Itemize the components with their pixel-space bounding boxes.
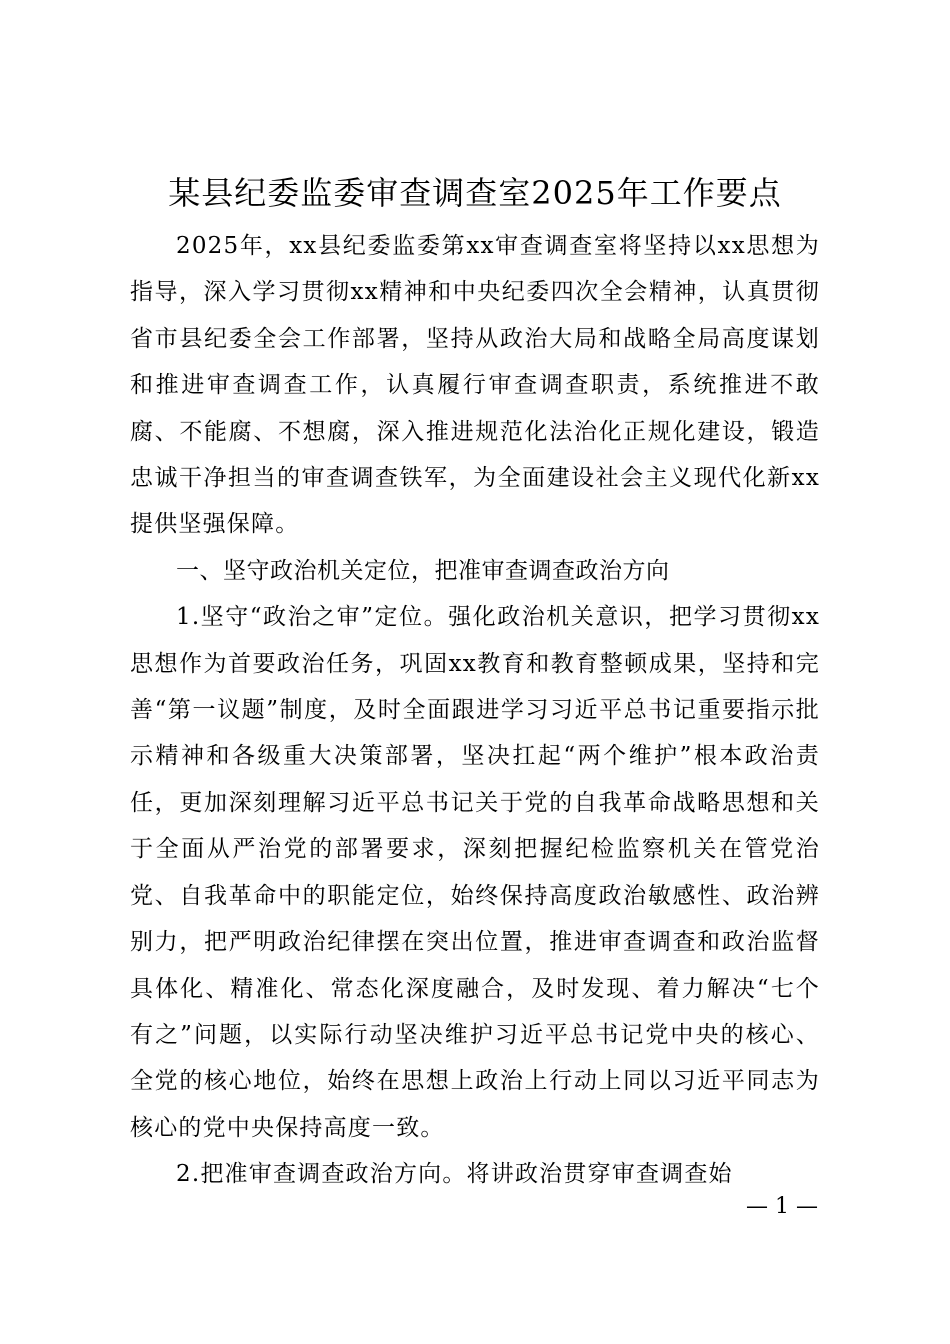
document-title: 某县纪委监委审查调查室2025年工作要点: [168, 174, 782, 212]
page-number: — 1 —: [746, 1194, 818, 1219]
section-heading-1: 一、坚守政治机关定位，把准审查调查政治方向: [176, 557, 670, 584]
document-body: [130, 223, 820, 1198]
intro-paragraph: 2025年，xx县纪委监委第xx审查调查室将坚持以xx思想为指导，深入学习贯彻xx精神和中央纪委四次全会精神，认真贯彻省市县纪委全会工作部署，坚持从政治大局和战略全局高度谋划和推进审查调查工作，认真履行审查调查职责，系统推进不敢腐、不能腐、不想腐，深入推进规范化法治化正规化建设，锻造忠诚干净担当的审查调查铁军，为全面建设社会主义现代化新xx提供坚强保障。: [130, 233, 820, 538]
section1-item-1: 1.坚守“政治之审”定位。强化政治机关意识，把学习贯彻xx思想作为首要政治任务，巩固xx教育和教育整顿成果，坚持和完善“第一议题”制度，及时全面跟进学习习近平总书记重要指示批示精神和各级重大决策部署，坚决扛起“两个维护”根本政治责任，更加深刻理解习近平总书记关于党的自我革命战略思想和关于全面从严治党的部署要求，深刻把握纪检监察机关在管党治党、自我革命中的职能定位，始终保持高度政治敏感性、政治辨别力，把严明政治纪律摆在突出位置，推进审查调查和政治监督具体化、精准化、常态化深度融合，及时发现、着力解决“七个有之”问题，以实际行动坚决维护习近平总书记党中央的核心、全党的核心地位，始终在思想上政治上行动上同以习近平同志为核心的党中央保持高度一致。: [130, 604, 820, 1141]
section1-item-2: 2.把准审查调查政治方向。将讲政治贯穿审查调查始: [176, 1161, 733, 1188]
